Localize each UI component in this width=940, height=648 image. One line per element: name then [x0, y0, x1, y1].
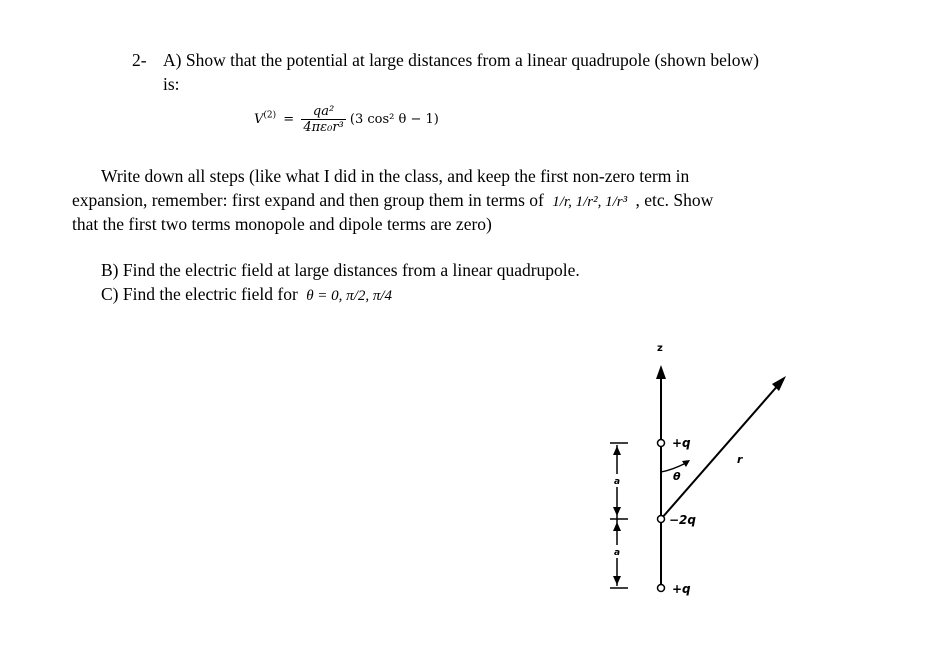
equation-denominator: 4πε₀r³: [303, 120, 344, 135]
charge-top-label: +q: [672, 436, 691, 450]
r-label: r: [737, 453, 743, 466]
theta-arrow-icon: [682, 460, 690, 467]
potential-equation: [254, 104, 439, 135]
dim-arrow-icon: [613, 507, 621, 516]
dim-arrow-icon: [613, 576, 621, 585]
charge-bottom-label: +q: [672, 582, 691, 596]
instructions-line2-pre: expansion, remember: first expand and then group them in terms of: [72, 190, 544, 210]
equation-equals: =: [283, 112, 295, 127]
instructions-line2: [72, 190, 713, 211]
problem-number: 2-: [132, 50, 147, 70]
equation-fraction: [301, 104, 345, 135]
instructions-line2-post: , etc. Show: [635, 190, 714, 210]
instructions-line3: that the first two terms monopole and dipole terms are zero): [72, 214, 492, 234]
dim-arrow-icon: [613, 522, 621, 531]
part-a-line2: is:: [163, 74, 180, 94]
instructions-line2-math: 1/r, 1/r², 1/r³: [552, 194, 628, 210]
r-vector: [661, 383, 780, 519]
part-c-math: θ = 0, π/2, π/4: [306, 288, 393, 304]
instructions-line1: Write down all steps (like what I did in the class, and keep the first non-zero term in: [101, 166, 690, 186]
a-label-top: a: [614, 477, 621, 487]
theta-label: θ: [673, 470, 681, 483]
equation-factor: (3 cos² θ − 1): [349, 112, 439, 127]
equation-lhs: V: [254, 112, 264, 127]
a-label-bottom: a: [614, 548, 621, 558]
dim-arrow-icon: [613, 446, 621, 455]
charge-middle-label: −2q: [669, 513, 696, 527]
part-c: [101, 284, 392, 305]
quadrupole-diagram: [600, 335, 810, 610]
charge-top-dot: [658, 440, 665, 447]
part-b: B) Find the electric field at large distances from a linear quadrupole.: [101, 260, 580, 280]
part-a-line1: A) Show that the potential at large distances from a linear quadrupole (shown below): [163, 50, 759, 70]
equation-lhs-sup: (2): [263, 110, 277, 121]
part-c-pre: C) Find the electric field for: [101, 284, 298, 304]
charge-middle-dot: [658, 516, 665, 523]
z-axis-arrow-icon: [656, 365, 666, 379]
charge-bottom-dot: [658, 585, 665, 592]
equation-numerator: qa²: [301, 104, 345, 120]
z-label: z: [657, 343, 663, 354]
